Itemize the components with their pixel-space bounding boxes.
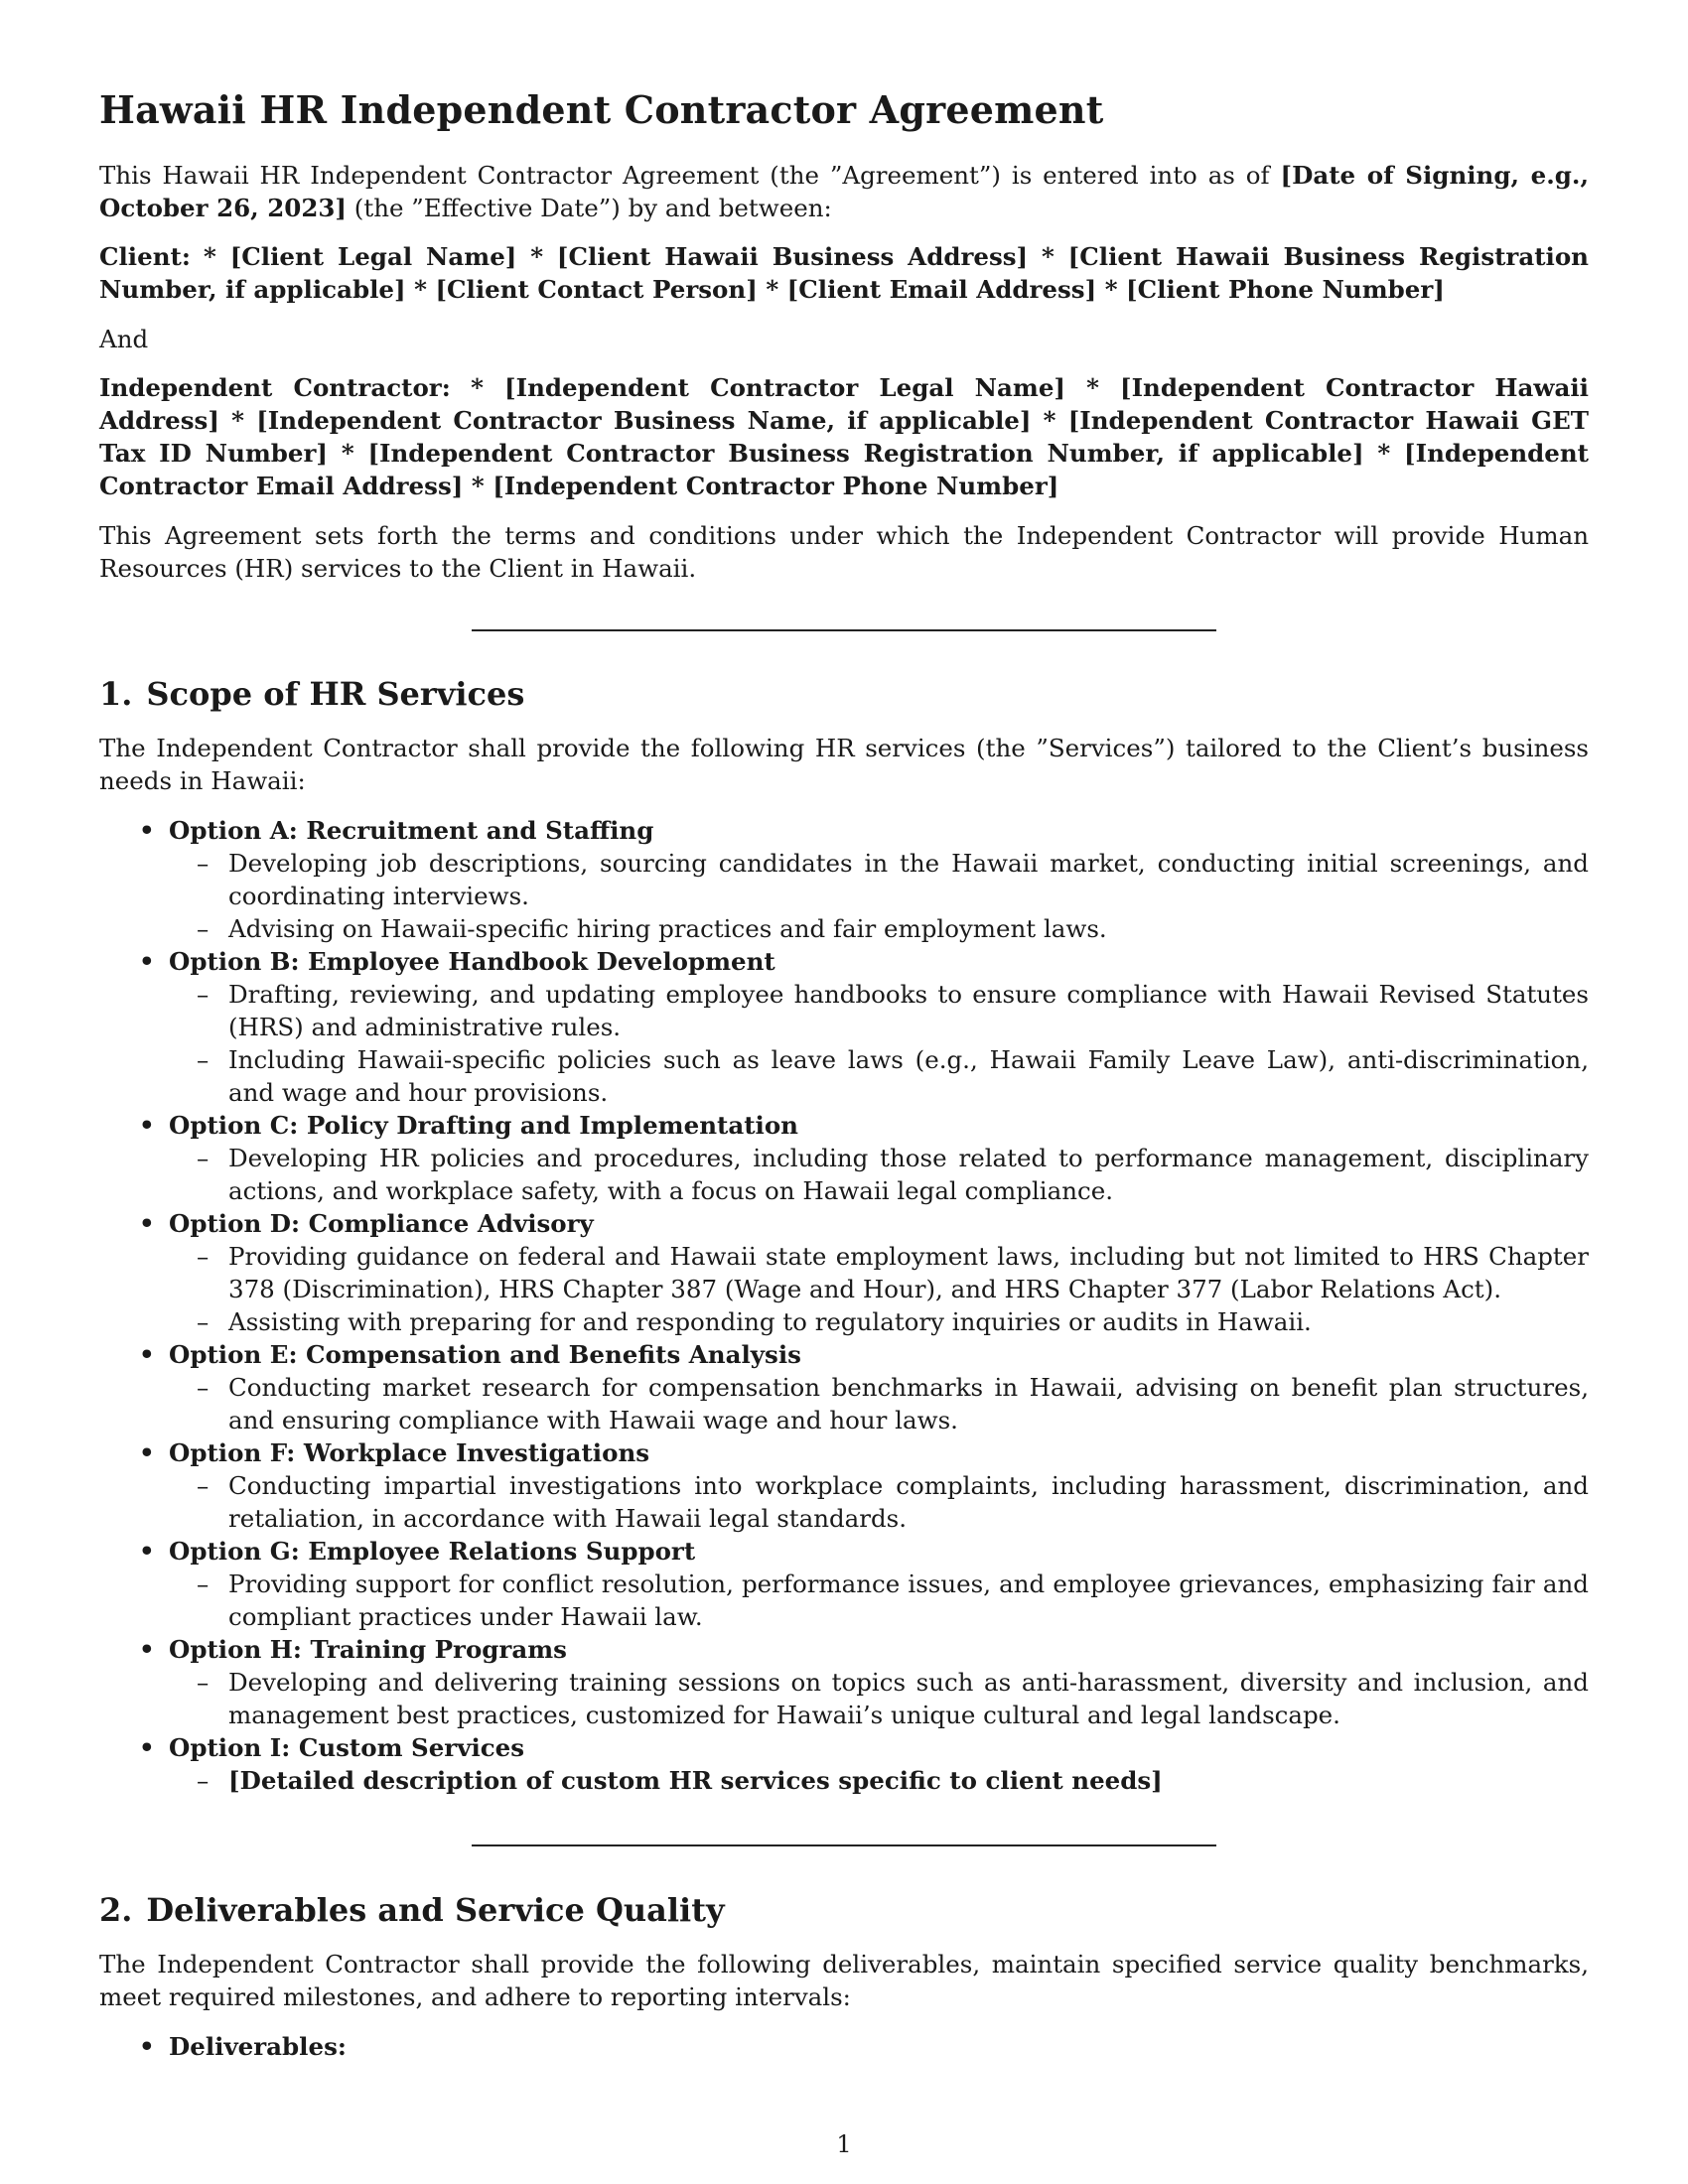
option-details <box>169 1142 1589 1207</box>
detail-item <box>169 1043 1589 1109</box>
bullet-icon: • <box>139 1537 155 1566</box>
option-details <box>169 1240 1589 1338</box>
section-2-heading <box>99 1891 725 1929</box>
section-2-number: 2. <box>99 1891 133 1929</box>
detail-text: Developing and delivering training sessions on topics such as anti-harassment, diversity and inclusion, and management best practices, customized for Hawaii’s unique cultural and legal landscape. <box>228 1668 1589 1729</box>
bullet-icon: • <box>139 1111 155 1140</box>
dash-icon: – <box>197 1045 210 1074</box>
detail-item <box>169 1764 1589 1797</box>
section-1-intro: The Independent Contractor shall provide the following HR services (the ”Services”) tailored to the Client’s business needs in Hawaii: <box>99 734 1589 795</box>
section-2-intro: The Independent Contractor shall provide the following deliverables, maintain specified service quality benchmarks, meet required milestones, and adhere to reporting intervals: <box>99 1950 1589 2011</box>
dash-icon: – <box>197 1373 210 1402</box>
option-item <box>99 1109 1589 1207</box>
dash-icon: – <box>197 1766 210 1795</box>
detail-text: [Detailed description of custom HR services specific to client needs] <box>228 1766 1163 1795</box>
option-details <box>169 1371 1589 1436</box>
dash-icon: – <box>197 1471 210 1500</box>
client-fields: * [Client Legal Name] * [Client Hawaii Business Address] * [Client Hawaii Business Registration Number, if applicable] * [Client Contact Person] * [Client Email Address] * [Client Phone Number] <box>99 242 1589 304</box>
section-2-title: Deliverables and Service Quality <box>146 1891 725 1929</box>
option-item <box>99 1535 1589 1633</box>
bullet-icon: • <box>139 1340 155 1369</box>
dash-icon: – <box>197 1570 210 1598</box>
option-label: Option C: Policy Drafting and Implementation <box>169 1111 798 1140</box>
detail-text: Advising on Hawaii-specific hiring practices and fair employment laws. <box>228 914 1107 943</box>
option-item <box>99 2030 1589 2063</box>
intro-paragraph <box>99 159 1589 224</box>
divider <box>472 629 1216 631</box>
option-item <box>99 814 1589 945</box>
option-label: Option E: Compensation and Benefits Analysis <box>169 1340 801 1369</box>
contractor-fields: * [Independent Contractor Legal Name] * [Independent Contractor Hawaii Address] * [Independent Contractor Business Name, if applicable] * [Independent Contractor Hawaii GET Tax ID Number] * [Independent Contractor Business Registration Number, if applicable] * [Independent Contractor Email Address] * [Independent Contractor Phone Number] <box>99 373 1589 500</box>
option-label: Option A: Recruitment and Staffing <box>169 816 654 845</box>
option-label: Option B: Employee Handbook Development <box>169 947 775 976</box>
detail-text: Assisting with preparing for and responding to regulatory inquiries or audits in Hawaii. <box>228 1307 1312 1336</box>
option-details <box>169 978 1589 1109</box>
detail-text: Providing support for conflict resolution, performance issues, and employee grievances, emphasizing fair and compliant practices under Hawaii law. <box>228 1570 1589 1631</box>
dash-icon: – <box>197 1307 210 1336</box>
detail-text: Drafting, reviewing, and updating employee handbooks to ensure compliance with Hawaii Revised Statutes (HRS) and administrative rules. <box>228 980 1589 1041</box>
section-1-number: 1. <box>99 675 133 713</box>
section-1-title: Scope of HR Services <box>146 675 525 713</box>
contractor-label: Independent Contractor: <box>99 373 451 402</box>
option-label: Option F: Workplace Investigations <box>169 1438 650 1467</box>
detail-text: Developing job descriptions, sourcing candidates in the Hawaii market, conducting initial screenings, and coordinating interviews. <box>228 849 1589 910</box>
option-item <box>99 1207 1589 1338</box>
dash-icon: – <box>197 980 210 1009</box>
detail-text: Including Hawaii-specific policies such as leave laws (e.g., Hawaii Family Leave Law), anti-discrimination, and wage and hour provisions. <box>228 1045 1589 1107</box>
detail-item <box>169 1568 1589 1633</box>
services-options-list <box>99 814 1589 1797</box>
detail-item <box>169 1469 1589 1535</box>
option-details <box>169 1469 1589 1535</box>
deliverables-list <box>99 2030 1589 2063</box>
detail-text: Conducting impartial investigations into workplace complaints, including harassment, discrimination, and retaliation, in accordance with Hawaii legal standards. <box>228 1471 1589 1533</box>
bullet-icon: • <box>139 1733 155 1762</box>
option-label: Option G: Employee Relations Support <box>169 1537 696 1566</box>
deliverables-label: Deliverables: <box>169 2032 347 2061</box>
document-page <box>99 0 1589 2184</box>
client-block <box>99 240 1589 306</box>
detail-item <box>169 978 1589 1043</box>
option-item <box>99 1436 1589 1535</box>
option-item <box>99 1633 1589 1731</box>
option-details <box>169 1764 1589 1797</box>
date-field: [Date of Signing, e.g., October 26, 2023] <box>99 161 1589 222</box>
page-number: 1 <box>836 2130 852 2158</box>
detail-text: Providing guidance on federal and Hawaii state employment laws, including but not limited to HRS Chapter 378 (Discrimination), HRS Chapter 387 (Wage and Hour), and HRS Chapter 377 (Labor Relations Act). <box>228 1242 1589 1303</box>
option-item <box>99 1731 1589 1797</box>
detail-item <box>169 1240 1589 1305</box>
dash-icon: – <box>197 1144 210 1172</box>
intro-text-post: (the ”Effective Date”) by and between: <box>347 194 832 222</box>
option-details <box>169 1666 1589 1731</box>
detail-text: Developing HR policies and procedures, including those related to performance management, disciplinary actions, and workplace safety, with a focus on Hawaii legal compliance. <box>228 1144 1589 1205</box>
section-1-heading <box>99 675 524 713</box>
and-text: And <box>99 325 149 353</box>
detail-item <box>169 1371 1589 1436</box>
detail-item <box>169 912 1589 945</box>
option-item <box>99 945 1589 1109</box>
dash-icon: – <box>197 914 210 943</box>
option-label: Option D: Compliance Advisory <box>169 1209 594 1238</box>
option-details <box>169 1568 1589 1633</box>
option-label: Option I: Custom Services <box>169 1733 525 1762</box>
contractor-block <box>99 371 1589 502</box>
option-details <box>169 847 1589 945</box>
bullet-icon: • <box>139 2032 155 2061</box>
bullet-icon: • <box>139 1209 155 1238</box>
document-title: Hawaii HR Independent Contractor Agreement <box>99 87 1104 132</box>
detail-text: Conducting market research for compensation benchmarks in Hawaii, advising on benefit plan structures, and ensuring compliance with Hawaii wage and hour laws. <box>228 1373 1589 1434</box>
detail-item <box>169 1142 1589 1207</box>
divider <box>472 1844 1216 1846</box>
dash-icon: – <box>197 1668 210 1697</box>
dash-icon: – <box>197 849 210 878</box>
client-label: Client: <box>99 242 191 271</box>
bullet-icon: • <box>139 947 155 976</box>
intro-text-pre: This Hawaii HR Independent Contractor Agreement (the ”Agreement”) is entered into as of <box>99 161 1281 190</box>
option-item <box>99 1338 1589 1436</box>
dash-icon: – <box>197 1242 210 1271</box>
purpose-paragraph: This Agreement sets forth the terms and conditions under which the Independent Contractor will provide Human Resources (HR) services to the Client in Hawaii. <box>99 521 1589 583</box>
bullet-icon: • <box>139 816 155 845</box>
bullet-icon: • <box>139 1635 155 1664</box>
detail-item <box>169 1305 1589 1338</box>
option-label: Option H: Training Programs <box>169 1635 567 1664</box>
detail-item <box>169 847 1589 912</box>
detail-item <box>169 1666 1589 1731</box>
bullet-icon: • <box>139 1438 155 1467</box>
